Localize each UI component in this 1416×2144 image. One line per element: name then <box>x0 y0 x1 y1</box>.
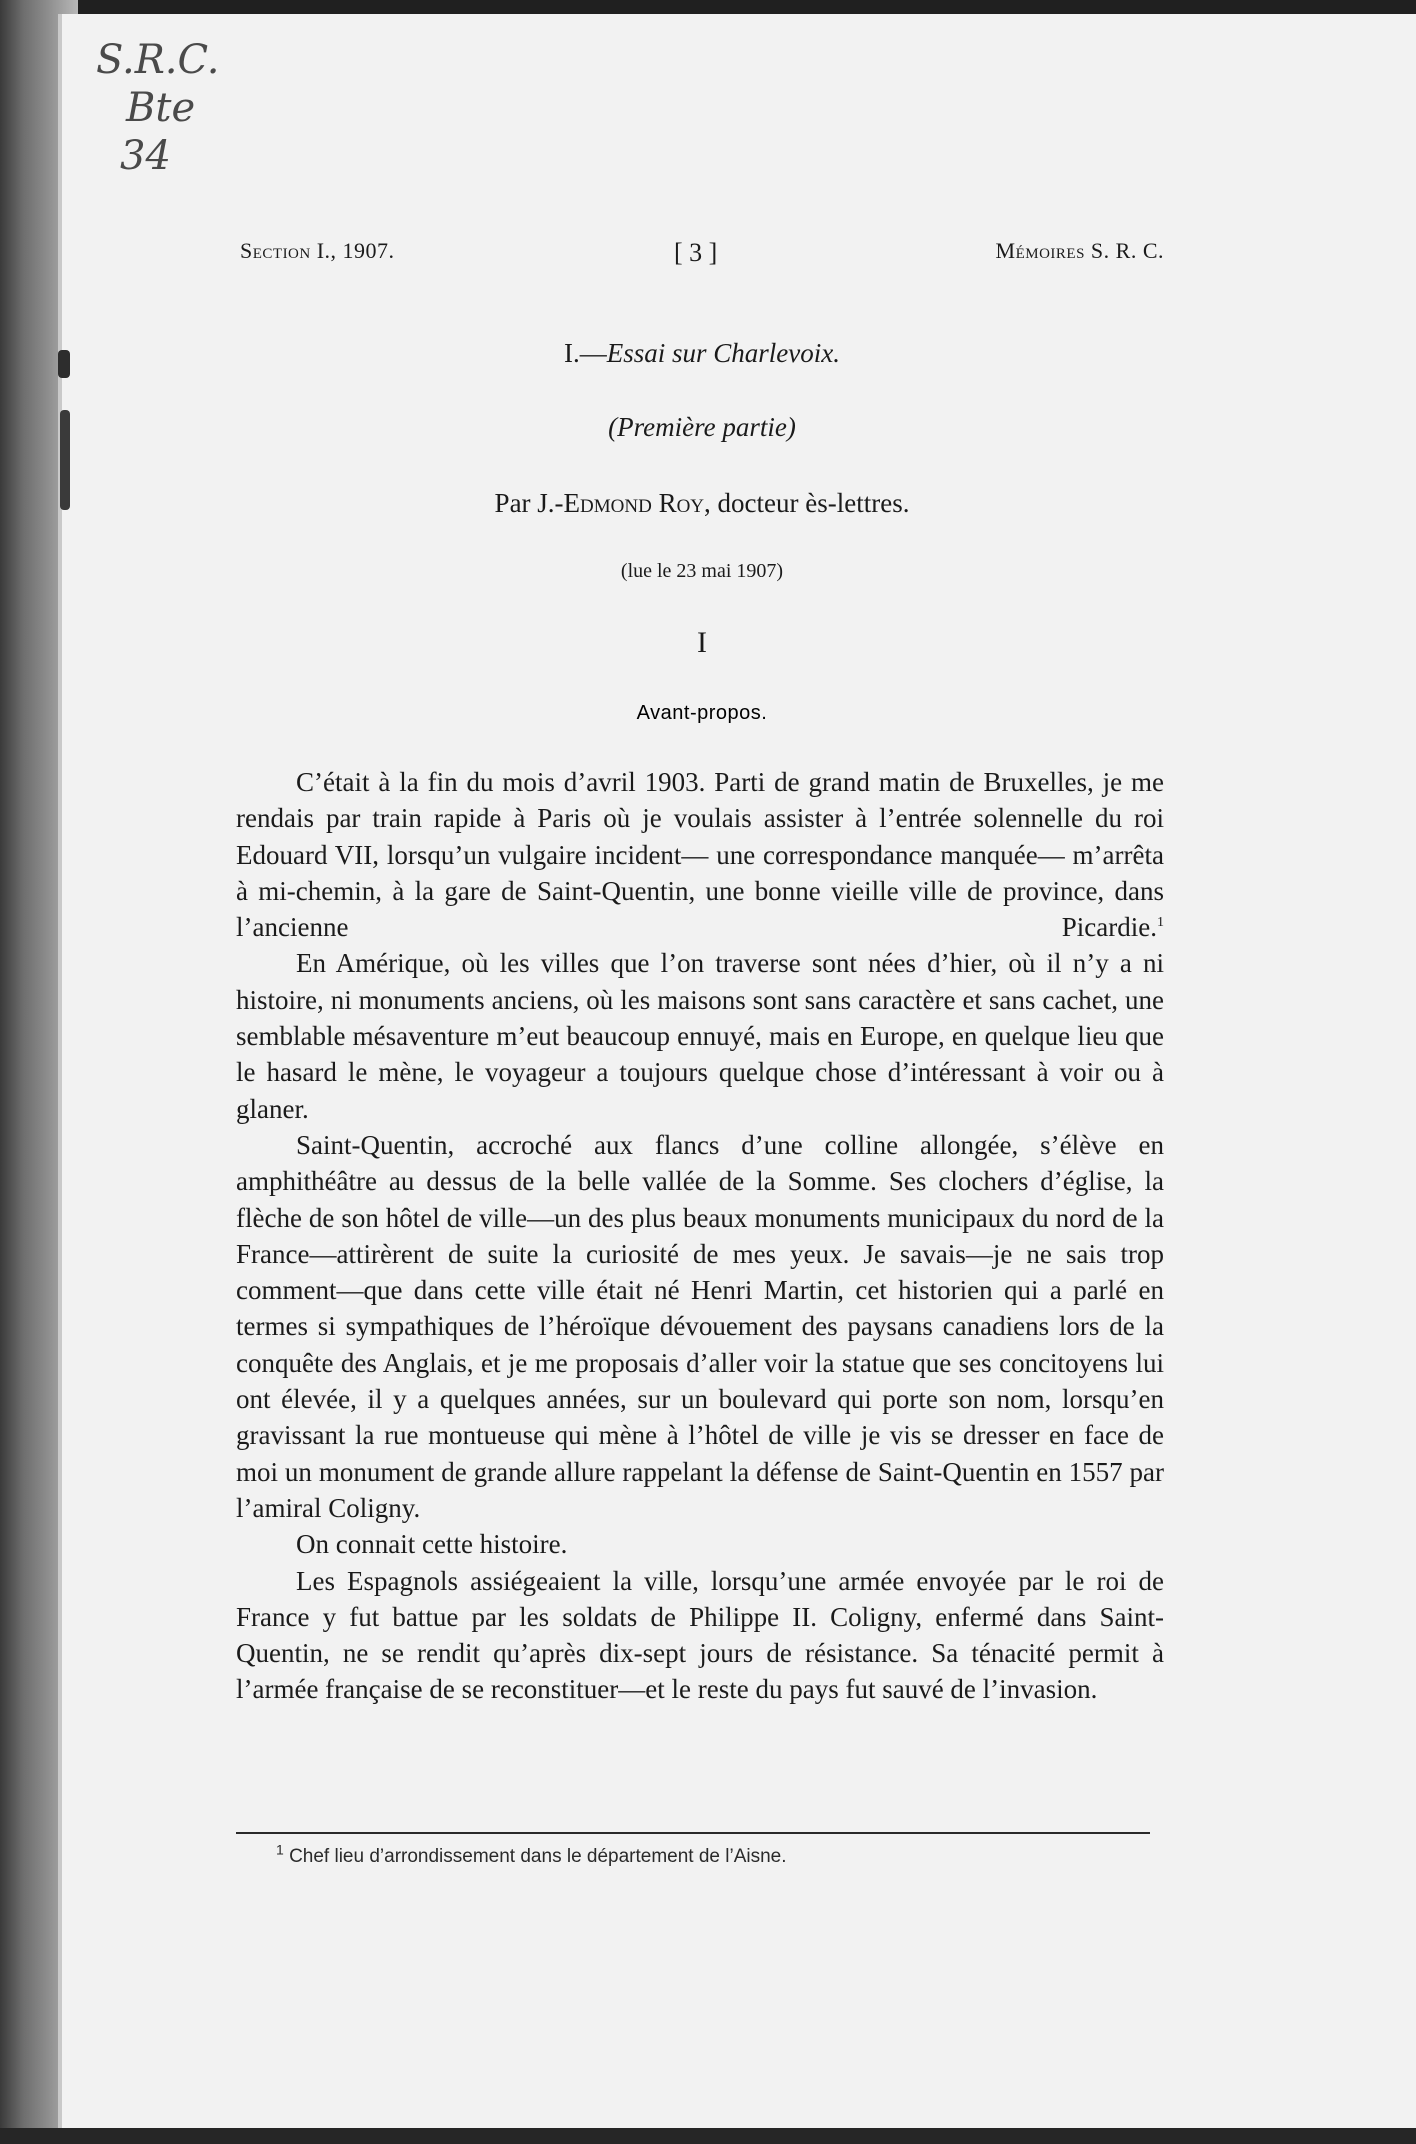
footnote-text: Chef lieu d’arrondissement dans le département de l’Aisne. <box>289 1846 787 1867</box>
handwritten-line: S.R.C. <box>96 37 220 83</box>
article-subtitle: (Première partie) <box>608 412 796 442</box>
author-line <box>240 488 1164 519</box>
author-name: Edmond Roy, <box>563 488 711 518</box>
running-head-right: Mémoires S. R. C. <box>995 238 1164 263</box>
title-text: Essai sur Charlevoix. <box>606 338 840 368</box>
page-number: [ 3 ] <box>674 238 718 267</box>
running-head-left: Section I., 1907. <box>240 238 395 263</box>
author-suffix: docteur ès-lettres. <box>710 488 910 518</box>
running-head <box>240 238 1164 272</box>
paragraph-text: C’était à la fin du mois d’avril 1903. Parti de grand matin de Bruxelles, je me rendais par train rapide à Paris où je voulais assister à l’entrée solennelle du roi Edouard VII, lorsqu’un vulgaire incident— une correspondance manquée— m’arrêta à mi-chemin, à la gare de Saint-Quentin, une bonne vieille ville de province, dans l’ancienne Picardie. <box>236 767 1164 943</box>
title-number: I.— <box>564 338 607 368</box>
footnote-ref: 1 <box>1157 915 1164 931</box>
paragraph: On connait cette histoire. <box>296 1529 568 1560</box>
author-prefix: Par J.- <box>494 488 564 518</box>
scan-border <box>0 2128 1416 2144</box>
article-title <box>240 338 1164 369</box>
binding-mark <box>60 410 70 510</box>
binding-mark <box>58 350 70 378</box>
paragraph: En Amérique, où les villes que l’on traverse sont nées d’hier, où il n’y a ni histoire, ni monuments anciens, où les maisons sont sans caractère et sans cachet, une semblable mésaventure m’eut beaucoup ennuyé, mais en Europe, en quelque lieu que le hasard le mène, le voyageur a toujours quelque chose d’intéressant à voir ou à glaner. <box>236 948 1164 1124</box>
footnote-divider <box>236 1832 1150 1834</box>
footnote-marker: 1 <box>276 1841 284 1858</box>
handwritten-line: 34 <box>120 133 171 179</box>
paragraph: Les Espagnols assiégeaient la ville, lorsqu’une armée envoyée par le roi de France y fut battue par les soldats de Philippe II. Coligny, enfermé dans Saint-Quentin, ne se rendit qu’après dix-sept jours de résistance. Sa ténacité permit à l’armée française de se reconstituer—et le reste du pays fut sauvé de l’invasion. <box>236 1565 1164 1705</box>
body-text <box>236 764 1164 1708</box>
section-title: Avant-propos. <box>636 702 768 724</box>
section-number: I <box>697 626 707 659</box>
read-date: (lue le 23 mai 1907) <box>620 560 784 582</box>
handwritten-line: Bte <box>126 85 196 131</box>
footnote <box>276 1841 787 1868</box>
paragraph: Saint-Quentin, accroché aux flancs d’une colline allongée, s’élève en amphithéâtre au dessus de la belle vallée de la Somme. Ses clochers d’église, la flèche de son hôtel de ville—un des plus beaux monuments municipaux du nord de la France—attirèrent de suite la curiosité de mes yeux. Je savais—je ne sais trop comment—que dans cette ville était né Henri Martin, cet historien qui a parlé en termes si sympathiques de l’héroïque dévouement des paysans canadiens lors de la conquête des Anglais, et je me proposais d’aller voir la statue que ses concitoyens lui ont élevée, il y a quelques années, sur un boulevard qui porte son nom, lorsqu’en gravissant la rue montueuse qui mène à l’hôtel de ville je vis se dresser en face de moi un monument de grande allure rappelant la défense de Saint-Quentin en 1557 par l’amiral Coligny. <box>236 1129 1164 1523</box>
handwritten-shelfmark <box>96 36 219 180</box>
paragraph <box>236 764 1164 945</box>
